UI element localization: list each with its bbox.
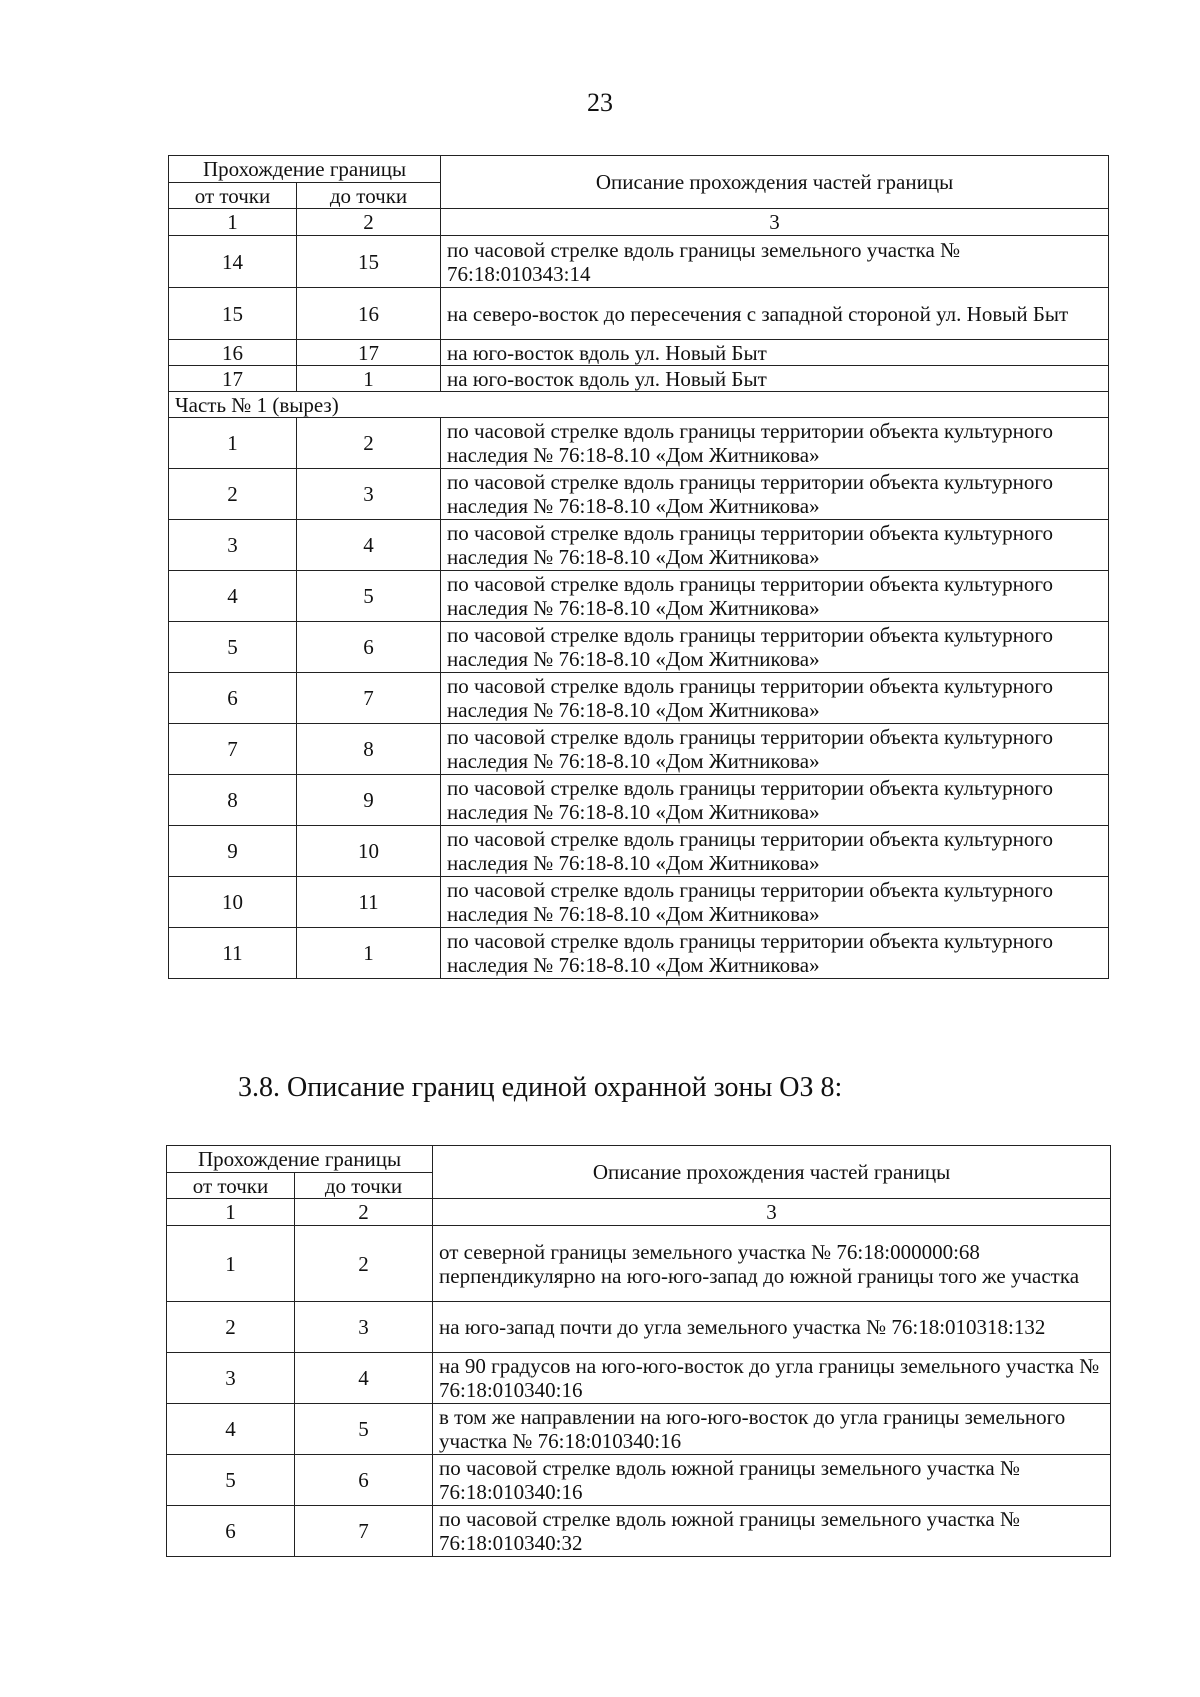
table-row (167, 1226, 1111, 1302)
boundary-description: по часовой стрелке вдоль южной границы земельного участка № 76:18:010340:32 (433, 1506, 1111, 1557)
from-point: 15 (169, 288, 297, 340)
boundary-description: на юго-восток вдоль ул. Новый Быт (441, 366, 1109, 392)
from-point: 4 (167, 1404, 295, 1455)
part-label: Часть № 1 (вырез) (169, 392, 1109, 418)
from-point: 2 (167, 1302, 295, 1353)
boundary-table-1 (168, 155, 1109, 979)
table-row (169, 673, 1109, 724)
boundary-description: по часовой стрелке вдоль границы территории объекта культурного наследия № 76:18-8.10 «Дом Житникова» (441, 622, 1109, 673)
to-point: 15 (297, 236, 441, 288)
table-row (169, 340, 1109, 366)
header-to-point: до точки (295, 1173, 433, 1199)
from-point: 10 (169, 877, 297, 928)
to-point: 5 (297, 571, 441, 622)
from-point: 2 (169, 469, 297, 520)
table-row (169, 775, 1109, 826)
boundary-description: по часовой стрелке вдоль границы территории объекта культурного наследия № 76:18-8.10 «Дом Житникова» (441, 877, 1109, 928)
table-numbering-row (169, 209, 1109, 236)
part-label-row (169, 392, 1109, 418)
boundary-description: на северо-восток до пересечения с западной стороной ул. Новый Быт (441, 288, 1109, 340)
from-point: 7 (169, 724, 297, 775)
to-point: 8 (297, 724, 441, 775)
header-description: Описание прохождения частей границы (441, 156, 1109, 209)
column-number: 3 (441, 209, 1109, 236)
boundary-table-2 (166, 1145, 1111, 1557)
table-row (167, 1404, 1111, 1455)
boundary-description: по часовой стрелке вдоль границы территории объекта культурного наследия № 76:18-8.10 «Дом Житникова» (441, 469, 1109, 520)
from-point: 14 (169, 236, 297, 288)
to-point: 16 (297, 288, 441, 340)
to-point: 2 (297, 418, 441, 469)
boundary-description: по часовой стрелке вдоль границы территории объекта культурного наследия № 76:18-8.10 «Дом Житникова» (441, 673, 1109, 724)
boundary-description: по часовой стрелке вдоль границы территории объекта культурного наследия № 76:18-8.10 «Дом Житникова» (441, 520, 1109, 571)
boundary-table-1-body (169, 156, 1109, 979)
table-row (169, 520, 1109, 571)
from-point: 11 (169, 928, 297, 979)
from-point: 8 (169, 775, 297, 826)
header-from-point: от точки (169, 183, 297, 209)
from-point: 16 (169, 340, 297, 366)
table-row (169, 826, 1109, 877)
to-point: 1 (297, 928, 441, 979)
column-number: 1 (167, 1199, 295, 1226)
header-from-point: от точки (167, 1173, 295, 1199)
table-row (169, 236, 1109, 288)
boundary-description: на 90 градусов на юго-юго-восток до угла границы земельного участка № 76:18:010340:16 (433, 1353, 1111, 1404)
table-row (167, 1353, 1111, 1404)
column-number: 3 (433, 1199, 1111, 1226)
table-row (169, 469, 1109, 520)
from-point: 6 (169, 673, 297, 724)
table-header-row (169, 156, 1109, 183)
table-row (169, 622, 1109, 673)
from-point: 6 (167, 1506, 295, 1557)
to-point: 9 (297, 775, 441, 826)
to-point: 4 (295, 1353, 433, 1404)
boundary-description: от северной границы земельного участка № 76:18:000000:68 перпендикулярно на юго-юго-запад до южной границы того же участка (433, 1226, 1111, 1302)
boundary-description: по часовой стрелке вдоль границы территории объекта культурного наследия № 76:18-8.10 «Дом Житникова» (441, 571, 1109, 622)
table-row (169, 418, 1109, 469)
table-row (169, 571, 1109, 622)
from-point: 5 (167, 1455, 295, 1506)
header-description: Описание прохождения частей границы (433, 1146, 1111, 1199)
boundary-description: в том же направлении на юго-юго-восток до угла границы земельного участка № 76:18:010340:16 (433, 1404, 1111, 1455)
boundary-description: на юго-запад почти до угла земельного участка № 76:18:010318:132 (433, 1302, 1111, 1353)
header-boundary-passage: Прохождение границы (169, 156, 441, 183)
from-point: 1 (169, 418, 297, 469)
table-row (167, 1302, 1111, 1353)
from-point: 9 (169, 826, 297, 877)
table-row (169, 877, 1109, 928)
from-point: 1 (167, 1226, 295, 1302)
from-point: 4 (169, 571, 297, 622)
to-point: 7 (295, 1506, 433, 1557)
header-boundary-passage: Прохождение границы (167, 1146, 433, 1173)
to-point: 5 (295, 1404, 433, 1455)
to-point: 17 (297, 340, 441, 366)
table-row (169, 366, 1109, 392)
table-row (167, 1506, 1111, 1557)
table-row (169, 724, 1109, 775)
to-point: 3 (295, 1302, 433, 1353)
column-number: 2 (297, 209, 441, 236)
boundary-description: по часовой стрелке вдоль границы территории объекта культурного наследия № 76:18-8.10 «Дом Житникова» (441, 775, 1109, 826)
to-point: 7 (297, 673, 441, 724)
to-point: 3 (297, 469, 441, 520)
page-number: 23 (587, 88, 613, 117)
from-point: 3 (169, 520, 297, 571)
column-number: 1 (169, 209, 297, 236)
boundary-description: по часовой стрелке вдоль границы территории объекта культурного наследия № 76:18-8.10 «Дом Житникова» (441, 826, 1109, 877)
to-point: 6 (295, 1455, 433, 1506)
from-point: 17 (169, 366, 297, 392)
table-row (169, 928, 1109, 979)
table-header-row (167, 1146, 1111, 1173)
to-point: 6 (297, 622, 441, 673)
column-number: 2 (295, 1199, 433, 1226)
boundary-description: по часовой стрелке вдоль границы земельного участка № 76:18:010343:14 (441, 236, 1109, 288)
to-point: 1 (297, 366, 441, 392)
section-heading: 3.8. Описание границ единой охранной зоны ОЗ 8: (238, 1072, 843, 1103)
from-point: 3 (167, 1353, 295, 1404)
header-to-point: до точки (297, 183, 441, 209)
boundary-description: по часовой стрелке вдоль границы территории объекта культурного наследия № 76:18-8.10 «Дом Житникова» (441, 724, 1109, 775)
to-point: 2 (295, 1226, 433, 1302)
to-point: 10 (297, 826, 441, 877)
table-row (169, 288, 1109, 340)
boundary-description: по часовой стрелке вдоль границы территории объекта культурного наследия № 76:18-8.10 «Дом Житникова» (441, 928, 1109, 979)
to-point: 4 (297, 520, 441, 571)
table-numbering-row (167, 1199, 1111, 1226)
boundary-description: по часовой стрелке вдоль границы территории объекта культурного наследия № 76:18-8.10 «Дом Житникова» (441, 418, 1109, 469)
from-point: 5 (169, 622, 297, 673)
table-row (167, 1455, 1111, 1506)
boundary-table-2-body (167, 1146, 1111, 1557)
boundary-description: на юго-восток вдоль ул. Новый Быт (441, 340, 1109, 366)
to-point: 11 (297, 877, 441, 928)
boundary-description: по часовой стрелке вдоль южной границы земельного участка № 76:18:010340:16 (433, 1455, 1111, 1506)
